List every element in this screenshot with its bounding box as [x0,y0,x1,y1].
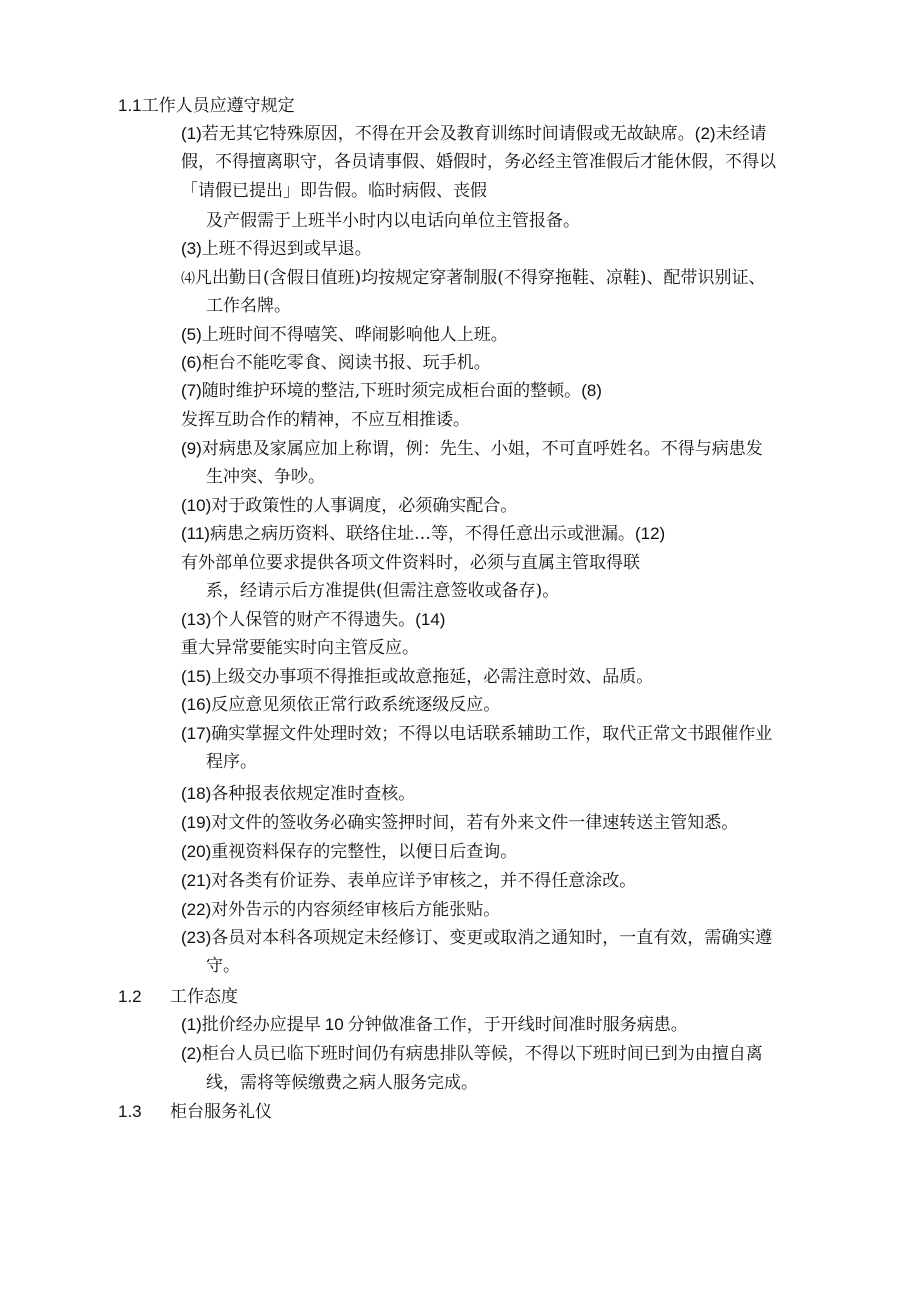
item-number: (5) [181,325,202,344]
item-text: 分钟做准备工作，于开线时间准时服务病患。 [347,1015,688,1035]
item-number: (18) [181,784,212,803]
rule-item-17 [181,722,772,746]
section-title: 工作态度 [170,987,238,1007]
item-number: 10 [324,1015,344,1034]
item-text: 柜台人员已临下班时间仍有病患排队等候，不得以下班时间已到为由擅自离 [201,1044,763,1064]
rule-item-12 [181,551,640,575]
item-number: (1) [181,124,202,143]
rule-item-5 [181,323,508,347]
rule-item-12-line [206,579,559,603]
item-text: 系，经请示后方准提供(但需注意签收或备存)。 [206,581,560,601]
section-number: 1.2 [118,987,142,1006]
item-number: (19) [181,813,212,832]
item-text: 各种报表依规定准时查核。 [211,784,416,804]
item-number: (12) [634,524,666,543]
item-number: (16) [181,695,212,714]
item-text: 守。 [206,956,240,976]
rule-item-22 [181,898,500,922]
item-number: (3) [181,239,202,258]
item-number: (1) [181,1015,202,1034]
item-text: 随时维护环境的整洁,下班时须完成柜台面的整顿。 [201,381,582,401]
item-text: 各员对本科各项规定未经修订、变更或取消之通知时，一直有效，需确实遵 [211,928,773,948]
item-text: 上级交办事项不得推拒或故意拖延，必需注意时效、品质。 [211,667,654,687]
section-number: 1.1 [118,96,142,115]
rule-item-13 [181,608,445,632]
item-text: 凡出勤日(含假日值班)均按规定穿著制服(不得穿拖鞋、凉鞋)、配带识别证、 [195,268,766,288]
item-text: 程序。 [206,752,257,772]
rule-item-4-line [206,294,291,318]
rule-item-11 [181,522,665,546]
item-number: (2) [181,1044,202,1063]
rule-item-17-line [206,750,257,774]
item-number: ⑷ [181,271,195,287]
rule-item-21 [181,869,636,893]
item-text: 假，不得擅离职守，各员请事假、婚假时，务必经主管准假后才能休假，不得以 [181,152,776,172]
rule-item-8 [181,408,470,432]
section-heading-1-3 [118,1100,272,1124]
item-text: 对文件的签收务必确实签押时间，若有外来文件一律速转送主管知悉。 [211,813,739,833]
item-number: (8) [581,381,602,400]
item-text: 「请假已提出」即告假。临时病假、丧假 [181,181,487,201]
item-text: 对各类有价证券、表单应详予审核之，并不得任意涂改。 [211,871,637,891]
item-text: 病患之病历资料、联络住址…等，不得任意出示或泄漏。 [209,524,635,544]
item-text: 重视资料保存的完整性，以便日后查询。 [211,842,518,862]
rule-item-7 [181,379,602,403]
rule-item-10 [181,494,517,518]
item-number: (7) [181,381,202,400]
item-text: 有外部单位要求提供各项文件资料时，必须与直属主管取得联 [181,553,640,573]
item-text: 工作名牌。 [206,296,291,316]
section-heading-1-1 [118,94,295,118]
item-number: (22) [181,900,212,919]
attitude-item-1 [181,1013,688,1037]
item-text: 个人保管的财产不得遗失。 [211,610,416,630]
item-text: 生冲突、争吵。 [206,467,325,487]
rule-item-2-line [181,179,487,203]
item-number: (9) [181,439,202,458]
item-number: (20) [181,842,212,861]
rule-item-14 [181,636,419,660]
item-number: (13) [181,610,212,629]
item-number: (14) [415,610,446,629]
rule-item-1 [181,122,767,146]
item-text: 发挥互助合作的精神，不应互相推诿。 [181,410,470,430]
item-number: (15) [181,667,212,686]
rule-item-20 [181,840,517,864]
rule-item-2-line [206,209,580,233]
item-text: 若无其它特殊原因，不得在开会及教育训练时间请假或无故缺席。 [201,124,695,144]
attitude-item-2 [181,1042,763,1066]
section-title: 柜台服务礼仪 [170,1102,272,1122]
section-heading-1-2 [118,985,238,1009]
item-number: (6) [181,353,202,372]
item-text: 重大异常要能实时向主管反应。 [181,638,419,658]
item-text: 对外告示的内容须经审核后方能张贴。 [211,900,501,920]
rule-item-19 [181,811,738,835]
item-text: 确实掌握文件处理时效；不得以电话联系辅助工作，取代正常文书跟催作业 [211,724,773,744]
item-text: 批价经办应提早 [201,1015,321,1035]
section-number: 1.3 [118,1102,142,1121]
rule-item-18 [181,782,415,806]
item-number: (2) [694,124,716,143]
rule-item-16 [181,693,500,717]
attitude-item-2-line [206,1071,478,1095]
rule-item-9 [181,437,763,461]
item-text: 对病患及家属应加上称谓，例：先生、小姐，不可直呼姓名。不得与病患发 [201,439,763,459]
rule-item-6 [181,351,491,375]
item-text: 线，需将等候缴费之病人服务完成。 [206,1073,478,1093]
item-text: 上班不得迟到或早退。 [201,239,372,259]
rule-item-9-line [206,465,325,489]
item-text: 及产假需于上班半小时内以电话向单位主管报备。 [206,211,580,231]
rule-item-2-line [181,150,776,174]
item-text: 对于政策性的人事调度，必须确实配合。 [211,496,518,516]
item-text: 柜台不能吃零食、阅读书报、玩手机。 [201,353,491,373]
rule-item-15 [181,665,653,689]
item-text: 未经请 [715,124,767,144]
rule-item-23-line [206,954,240,978]
rule-item-23 [181,926,772,950]
rule-item-3 [181,237,372,261]
item-number: (10) [181,496,212,515]
item-text: 反应意见须依正常行政系统逐级反应。 [211,695,501,715]
item-number: (23) [181,928,212,947]
item-text: 上班时间不得嘻笑、哗闹影响他人上班。 [201,325,508,345]
section-title: 工作人员应遵守规定 [141,96,295,116]
item-number: (11) [181,524,210,543]
item-number: (21) [181,871,212,890]
item-number: (17) [181,724,212,743]
rule-item-4 [181,266,766,290]
